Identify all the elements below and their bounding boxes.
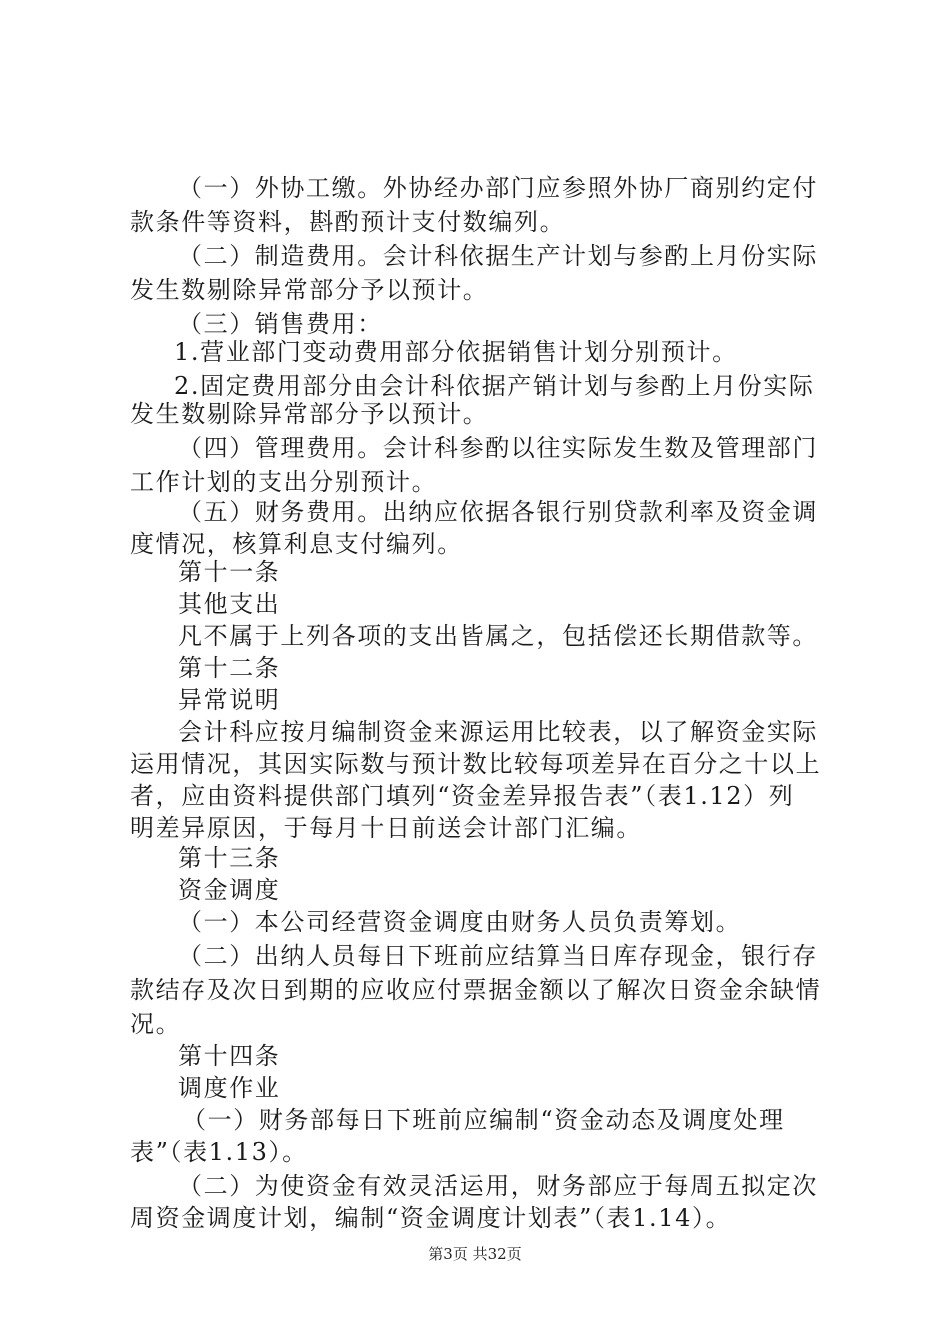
text-line: （二）为使资金有效灵活运用，财务部应于每周五拟定次 bbox=[178, 1172, 818, 1200]
text-line: 者，应由资料提供部门填列“资金差异报告表”（表1.12）列 bbox=[130, 782, 795, 810]
section-heading: 第十一条 bbox=[178, 558, 281, 586]
text-line: （二）出纳人员每日下班前应结算当日库存现金，银行存 bbox=[178, 942, 818, 970]
text-line: 况。 bbox=[130, 1010, 182, 1038]
text-line: 款条件等资料，斟酌预计支付数编列。 bbox=[130, 208, 566, 236]
section-heading: 第十四条 bbox=[178, 1042, 281, 1070]
text-line: 工作计划的支出分别预计。 bbox=[130, 468, 438, 496]
text-line: （五）财务费用。出纳应依据各银行别贷款利率及资金调 bbox=[178, 498, 818, 526]
section-heading: 第十三条 bbox=[178, 844, 281, 872]
text-line: 表”（表1.13）。 bbox=[130, 1138, 308, 1166]
text-line: （三）销售费用： bbox=[178, 310, 383, 338]
section-heading: 第十二条 bbox=[178, 654, 281, 682]
section-title: 异常说明 bbox=[178, 686, 281, 714]
text-line: 会计科应按月编制资金来源运用比较表，以了解资金实际 bbox=[178, 718, 818, 746]
text-line: 明差异原因，于每月十日前送会计部门汇编。 bbox=[130, 814, 642, 842]
text-line: （二）制造费用。会计科依据生产计划与参酌上月份实际 bbox=[178, 242, 818, 270]
text-line: （一）本公司经营资金调度由财务人员负责筹划。 bbox=[178, 908, 742, 936]
text-line: 周资金调度计划，编制“资金调度计划表”（表1.14）。 bbox=[130, 1204, 732, 1232]
text-line: （四）管理费用。会计科参酌以往实际发生数及管理部门 bbox=[178, 434, 818, 462]
text-line: 发生数剔除异常部分予以预计。 bbox=[130, 400, 489, 428]
text-line: 2.固定费用部分由会计科依据产销计划与参酌上月份实际 bbox=[174, 372, 815, 400]
text-line: 1.营业部门变动费用部分依据销售计划分别预计。 bbox=[174, 338, 738, 366]
text-line: 凡不属于上列各项的支出皆属之，包括偿还长期借款等。 bbox=[178, 622, 818, 650]
page-number-footer: 第3页 共32页 bbox=[428, 1245, 522, 1263]
text-line: 发生数剔除异常部分予以预计。 bbox=[130, 276, 489, 304]
section-title: 调度作业 bbox=[178, 1074, 281, 1102]
text-line: 款结存及次日到期的应收应付票据金额以了解次日资金余缺情 bbox=[130, 976, 822, 1004]
section-title: 资金调度 bbox=[178, 876, 281, 904]
text-line: （一）外协工缴。外协经办部门应参照外协厂商别约定付 bbox=[178, 174, 818, 202]
text-line: （一）财务部每日下班前应编制“资金动态及调度处理 bbox=[182, 1106, 785, 1134]
text-line: 运用情况，其因实际数与预计数比较每项差异在百分之十以上 bbox=[130, 750, 822, 778]
text-line: 度情况，核算利息支付编列。 bbox=[130, 530, 463, 558]
section-title: 其他支出 bbox=[178, 590, 281, 618]
